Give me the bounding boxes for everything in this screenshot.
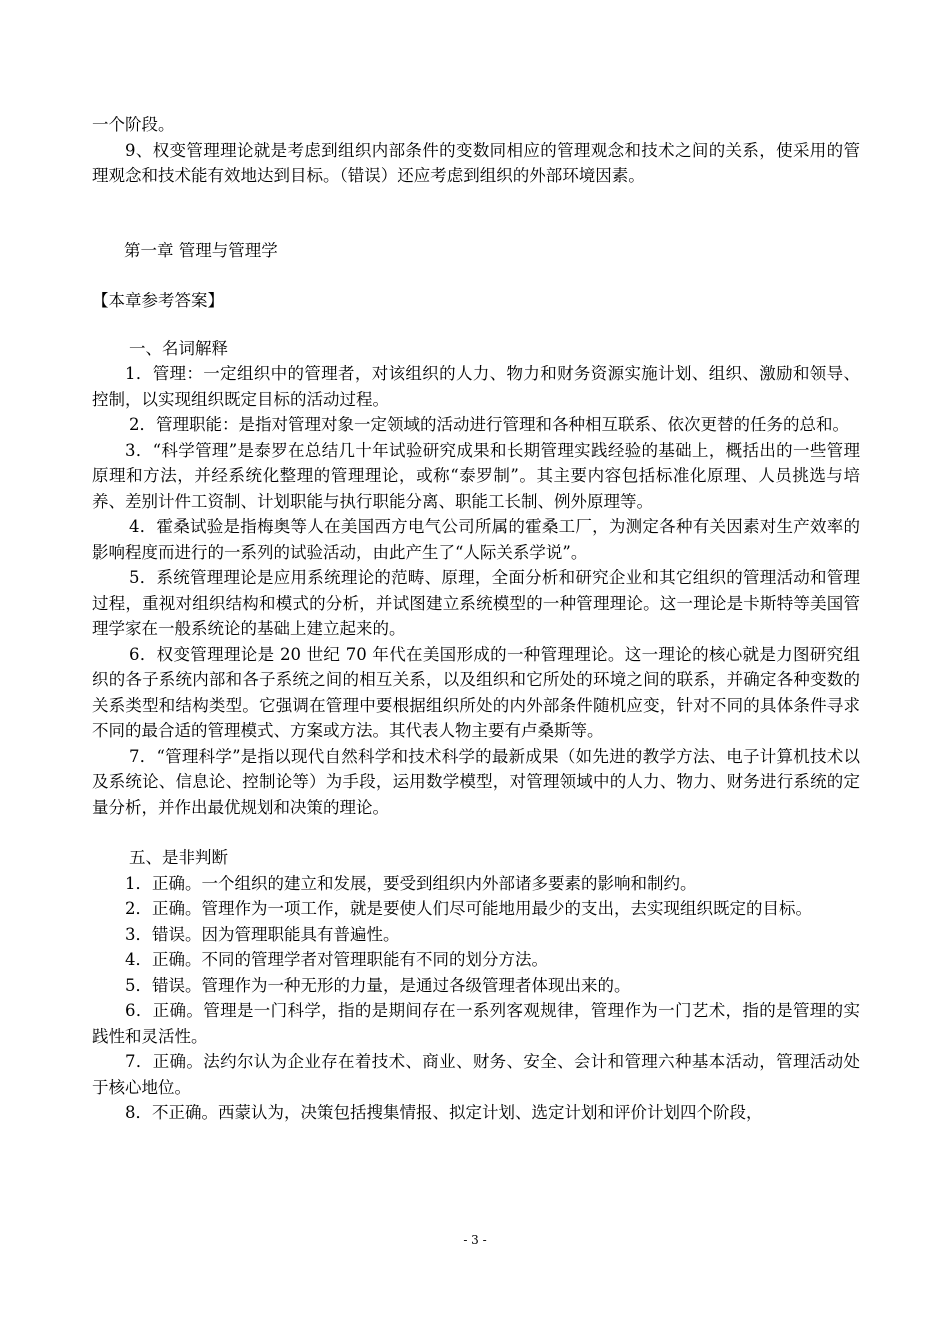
- true-false-item: 8．不正确。西蒙认为，决策包括搜集情报、拟定计划、选定计划和评价计划四个阶段，: [125, 1103, 763, 1122]
- definition-item: 5．系统管理理论是应用系统理论的范畴、原理，全面分析和研究企业和其它组织的管理活动和管理过程，重视对组织结构和模式的分析，并试图建立系统模型的一种管理理论。这一理论是卡斯特等美国管理学家在一般系统论的基础上建立起来的。: [92, 568, 860, 638]
- definition-item: 2．管理职能：是指对管理对象一定领域的活动进行管理和各种相互联系、依次更替的任务的总和。: [129, 415, 849, 434]
- definition-item: 4．霍桑试验是指梅奥等人在美国西方电气公司所属的霍桑工厂，为测定各种有关因素对生产效率的影响程度而进行的一系列的试验活动，由此产生了“人际关系学说”。: [92, 517, 860, 562]
- true-false-item: 4．正确。不同的管理学者对管理职能有不同的划分方法。: [125, 950, 548, 969]
- true-false-item: 2．正确。管理作为一项工作，就是要使人们尽可能地用最少的支出，去实现组织既定的目标。: [125, 899, 812, 918]
- chapter-title: 第一章 管理与管理学: [124, 240, 278, 260]
- document-body: [92, 112, 860, 1126]
- definition-item: 6．权变管理理论是 20 世纪 70 年代在美国形成的一种管理理论。这一理论的核心就是力图研究组织的各子系统内部和各子系统之间的相互关系，以及组织和它所处的环境之间的联系，并确定各种变数的关系类型和结构类型。它强调在管理中要根据组织所处的内外部条件随机应变，针对不同的具体条件寻求不同的最合适的管理模式、方案或方法。其代表人物主要有卢桑斯等。: [92, 644, 860, 740]
- true-false-item: 7．正确。法约尔认为企业存在着技术、商业、财务、安全、会计和管理六种基本活动，管理活动处于核心地位。: [92, 1052, 860, 1097]
- true-false-item: 3．错误。因为管理职能具有普遍性。: [125, 924, 400, 944]
- definition-item: 1．管理：一定组织中的管理者，对该组织的人力、物力和财务资源实施计划、组织、激励和领导、控制，以实现组织既定目标的活动过程。: [92, 364, 860, 409]
- section-title-true-false: 五、是非判断: [129, 848, 228, 867]
- answer-header: 【本章参考答案】: [92, 291, 224, 310]
- page-number: - 3 -: [463, 1233, 487, 1247]
- section-title-definitions: 一、名词解释: [129, 338, 228, 358]
- definition-item: 7．“管理科学”是指以现代自然科学和技术科学的最新成果（如先进的教学方法、电子计算机技术以及系统论、信息论、控制论等）为手段，运用数学模型，对管理领域中的人力、物力、财务进行系统的定量分析，并作出最优规划和决策的理论。: [92, 746, 860, 817]
- true-false-item: 5．错误。管理作为一种无形的力量，是通过各级管理者体现出来的。: [125, 975, 631, 995]
- true-false-item: 6．正确。管理是一门科学，指的是期间存在一系列客观规律，管理作为一门艺术，指的是管理的实践性和灵活性。: [92, 1001, 860, 1046]
- true-false-item: 1．正确。一个组织的建立和发展，要受到组织内外部诸多要素的影响和制约。: [125, 873, 697, 893]
- carry-over-line: 一个阶段。: [92, 115, 175, 134]
- judgment-item-9: 9、权变管理理论就是考虑到组织内部条件的变数同相应的管理观念和技术之间的关系，使采用的管理观念和技术能有效地达到目标。（错误）还应考虑到组织的外部环境因素。: [92, 140, 860, 185]
- definition-item: 3．“科学管理”是泰罗在总结几十年试验研究成果和长期管理实践经验的基础上，概括出的一些管理原理和方法，并经系统化整理的管理理论，或称“泰罗制”。其主要内容包括标准化原理、人员挑选与培养、差别计件工资制、计划职能与执行职能分离、职能工长制、例外原理等。: [92, 440, 860, 511]
